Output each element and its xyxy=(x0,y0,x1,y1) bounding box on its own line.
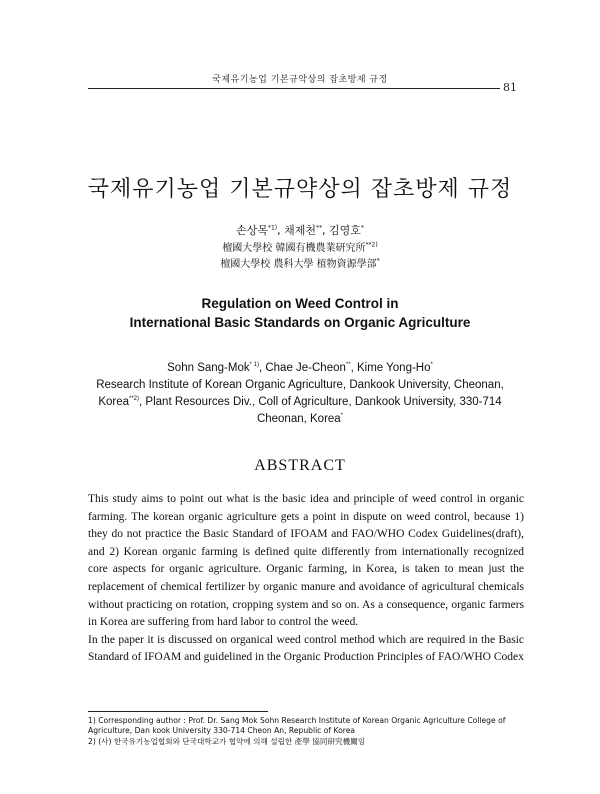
english-author-3-mark: * xyxy=(430,362,433,369)
korean-affiliation-1-text: 檀國大學校 韓國有機農業研究所 xyxy=(222,243,366,254)
author-separator: , xyxy=(277,224,285,237)
korean-affiliation-1 xyxy=(0,239,600,254)
english-affiliation-2-mark: **2) xyxy=(129,396,140,403)
english-affiliation-line-1: Research Institute of Korean Organic Agriculture, Dankook University, Cheonan, xyxy=(96,379,504,391)
english-affiliation-line-2 xyxy=(0,396,600,408)
author-separator: , xyxy=(322,224,330,237)
korean-affiliation-2 xyxy=(0,255,600,270)
english-affiliation-2-text-b: , Plant Resources Div., Coll of Agriculture, Dankook University, 330-714 xyxy=(139,396,502,408)
korean-author-2-mark: ** xyxy=(316,224,323,232)
english-title-line-1: Regulation on Weed Control in xyxy=(201,296,399,311)
korean-authors xyxy=(0,222,600,238)
english-affiliation-line-3 xyxy=(0,413,600,425)
header-rule xyxy=(88,88,500,89)
english-affiliation-3-mark: * xyxy=(340,413,344,420)
running-header: 국제유기농업 기본규약상의 잡초방제 규정 xyxy=(212,75,388,85)
footnote-rule xyxy=(88,711,268,712)
footnote-2: 2) (사) 한국유기농업협회와 단국대학교가 협약에 의해 설립한 產學 協同研究機關임 xyxy=(88,737,366,746)
english-title-line-2: International Basic Standards on Organic Agriculture xyxy=(129,315,471,330)
english-author-2: , Chae Je-Cheon xyxy=(258,362,346,374)
korean-author-1-mark: *1) xyxy=(267,224,278,232)
korean-affiliation-1-mark: **2) xyxy=(365,241,378,249)
english-author-1-mark: * 1) xyxy=(249,362,259,369)
english-author-2-mark: ** xyxy=(345,362,351,369)
abstract-paragraph-1: This study aims to point out what is the basic idea and principle of weed control in organic farming. The korean organic agriculture gets a point in dispute on weed control, because 1) they do not practice the Basic Standard of IFOAM and FAO/WHO Codex Guidelines(draft), and 2) Korean organic farming is defined quite differently from internationally recognized core aspects for organic agriculture. Organic farming, in Korea, is taken to mean just the replacement of chemical fertilizer by organic manure and avoidance of agricultural chemicals without practicing on rotation, cropping system and so on. As a consequence, organic farmers in Korea are suffering from hard labor to control the weed. xyxy=(88,493,524,629)
footnote-1: 1) Corresponding author : Prof. Dr. Sang Mok Sohn Research Institute of Korean Organic Agriculture College of Agriculture, Dan kook University 330-714 Cheon An, Republic of Korea xyxy=(88,716,506,735)
english-affiliation-2-text-a: Korea xyxy=(98,396,130,408)
korean-affiliation-2-mark: * xyxy=(376,257,380,265)
english-affiliation-3-text: Cheonan, Korea xyxy=(256,413,341,425)
korean-author-2: 채제천 xyxy=(284,224,317,237)
english-authors xyxy=(0,362,600,374)
korean-author-3-mark: * xyxy=(360,224,364,232)
korean-affiliation-2-text: 檀國大學校 農科大學 植物資源學部 xyxy=(220,259,377,270)
english-author-3: , Kime Yong-Ho xyxy=(350,362,431,374)
english-author-1: Sohn Sang-Mok xyxy=(167,362,250,374)
korean-title: 국제유기농업 기본규약상의 잡초방제 규정 xyxy=(87,177,513,202)
korean-author-3: 김영호 xyxy=(329,224,361,237)
abstract-heading: ABSTRACT xyxy=(254,457,346,474)
page-number: 81 xyxy=(503,81,517,94)
abstract-body xyxy=(88,491,524,667)
abstract-paragraph-2: In the paper it is discussed on organical weed control method which are required in the Basic Standard of IFOAM and guidelined in the Organic Production Principles of FAO/WHO Codex xyxy=(88,633,524,664)
footnotes xyxy=(88,716,524,747)
korean-author-1: 손상목 xyxy=(236,224,268,237)
